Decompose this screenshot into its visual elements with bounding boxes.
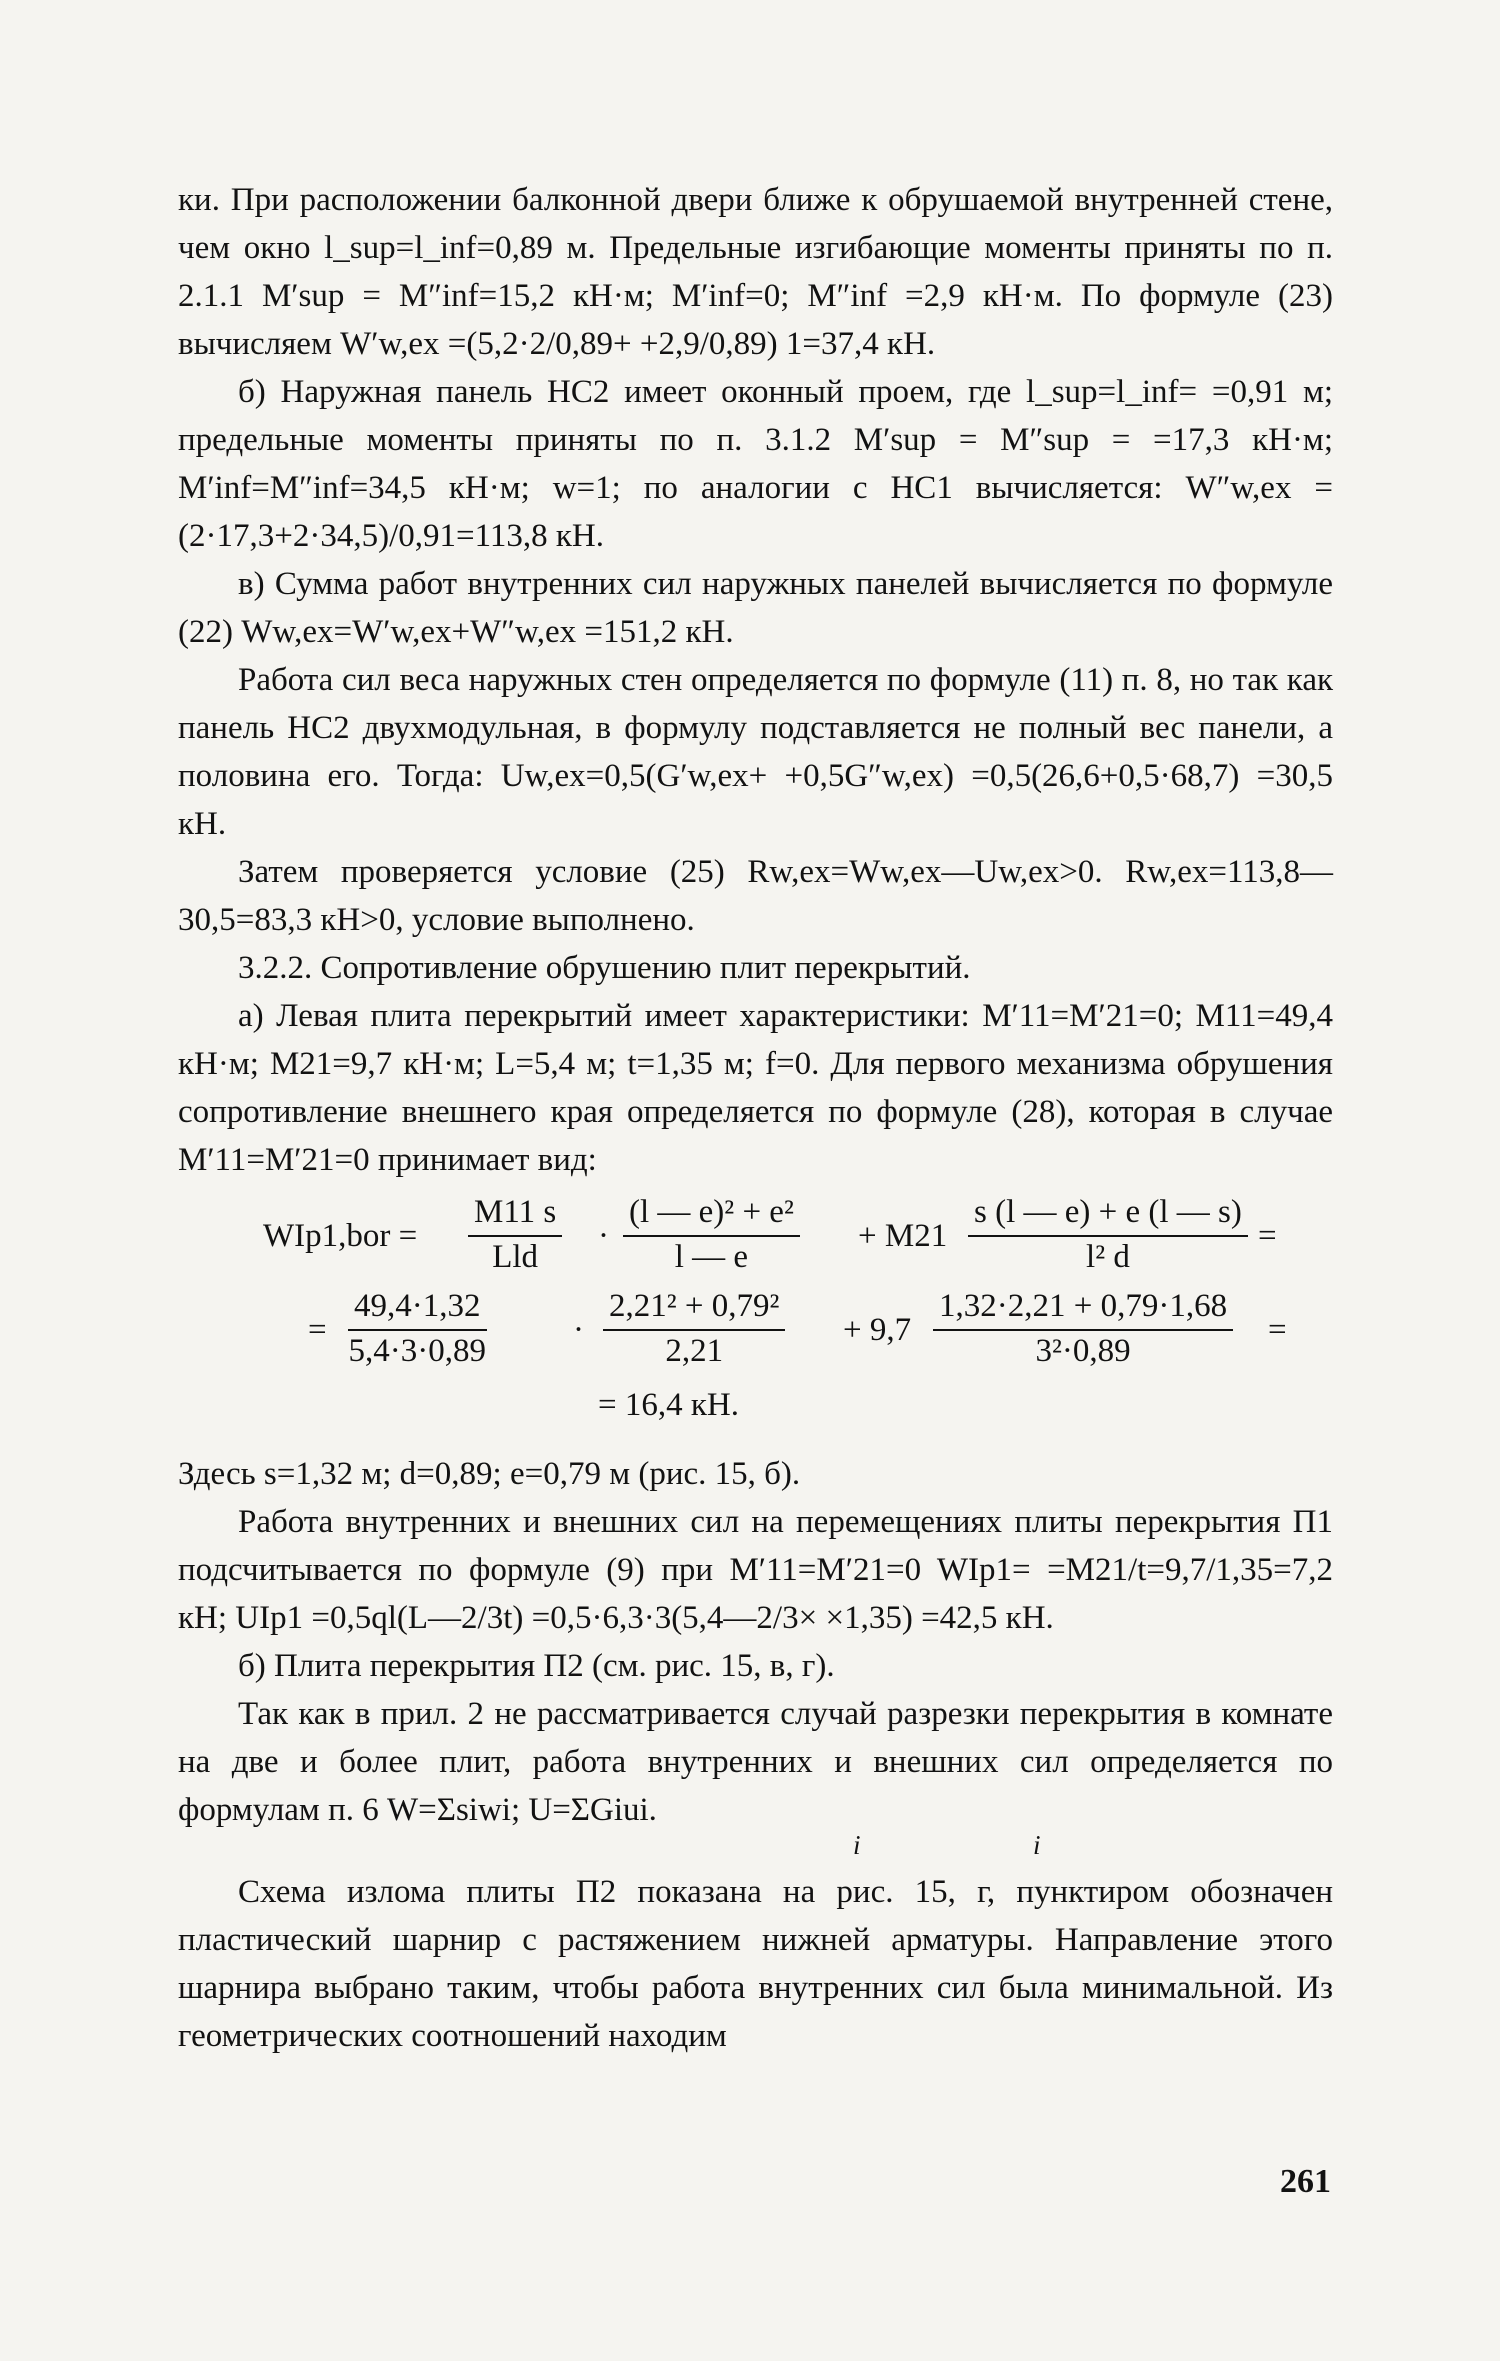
formula-lhs: WIp1,bor = [263, 1218, 418, 1254]
paragraph: в) Сумма работ внутренних сил наружных панелей вычисляется по формуле (22) Ww,ex=W′w,ex+W″w,ex =151,2 кН. [178, 566, 1333, 650]
sum-index: i [1033, 1830, 1041, 1860]
paragraph: Здесь s=1,32 м; d=0,89; e=0,79 м (рис. 15, б). [178, 1456, 801, 1492]
fraction: $\frac{1,32\cdot 2,21 + 0,79\cdot 1,68}{\text{3²·0,89}}$ [933, 1288, 1233, 1370]
fraction: $\frac{\text{(l — e)² + e²}}{l — e}$ [623, 1194, 800, 1276]
fraction: $\frac{\text{2,21² + 0,79²}}{2,21}$ [603, 1288, 785, 1370]
page-number: 261 [1280, 2163, 1331, 2200]
section-heading: 3.2.2. Сопротивление обрушению плит перекрытий. [238, 950, 971, 986]
paragraph: Так как в прил. 2 не рассматривается случай разрезки перекрытия в комнате на две и более плит, работа внутренних и внешних сил определяется по формулам п. 6 W=Σsiwi; U=ΣGiui. [178, 1696, 1333, 1828]
fraction: $\frac{49,4\cdot 1,32}{5,4\cdot 3\cdot 0,89}$ [348, 1288, 486, 1369]
page-body [178, 176, 1333, 2060]
sum-index-row [178, 1830, 1333, 1868]
paragraph: б) Наружная панель НС2 имеет оконный проем, где l_sup=l_inf= =0,91 м; предельные моменты приняты по п. 3.1.2 M′sup = M″sup = =17,3 кН·м; M′inf=M″inf=34,5 кН·м; w=1; по аналогии с НС1 вычисляется: W″w,ex = (2·17,3+2·34,5)/0,91=113,8 кН. [178, 374, 1333, 554]
paragraph: ки. При расположении балконной двери ближе к обрушаемой внутренней стене, чем окно l_sup=l_inf=0,89 м. Предельные изгибающие моменты приняты по п. 2.1.1 M′sup = M″inf=15,2 кН·м; M′inf=0; M″inf =2,9 кН·м. По формуле (23) вычисляем W′w,ex =(5,2·2/0,89+ +2,9/0,89) 1=37,4 кН. [178, 182, 1333, 362]
paragraph: Схема излома плиты П2 показана на рис. 15, г, пунктиром обозначен пластический шарнир с растяжением нижней арматуры. Направление этого шарнира выбрано таким, чтобы работа внутренних сил была минимальной. Из геометрических соотношений находим [178, 1874, 1333, 2054]
paragraph: Работа сил веса наружных стен определяется по формуле (11) п. 8, но так как панель НС2 двухмодульная, в формулу подставляется не полный вес панели, а половина его. Тогда: Uw,ex=0,5(G′w,ex+ +0,5G″w,ex) =0,5(26,6+0,5·68,7) =30,5 кН. [178, 662, 1333, 842]
fraction: M11 s Lld [468, 1194, 562, 1276]
paragraph: Работа внутренних и внешних сил на перемещениях плиты перекрытия П1 подсчитывается по формуле (9) при M′11=M′21=0 WIp1= =M21/t=9,7/1,35=7,2 кН; UIp1 =0,5ql(L—2/3t) =0,5·6,3·3(5,4—2/3× ×1,35) =42,5 кН. [178, 1504, 1333, 1636]
fraction: $\frac{s (l — e) + e (l — s)}{\text{l² d}}$ [968, 1194, 1248, 1276]
formula-result: = 16,4 кН. [598, 1387, 739, 1423]
paragraph: Затем проверяется условие (25) Rw,ex=Ww,ex—Uw,ex>0. Rw,ex=113,8—30,5=83,3 кН>0, условие выполнено. [178, 854, 1333, 938]
sum-index: i [853, 1830, 861, 1860]
formula-block: WIp1,bor = M11 s Lld · $\frac{\text{(l — e)² + e²}}{l — e}$ + M21 $\frac{s (l — e) + e (l — s)}{\text{l² d}}$ = = $\frac{49,4\cdot 1,32}{5,4\cdot 3\cdot 0,89}$ · $\frac{\text{2,21² + 0,79²}}{2,21}$ + 9,7 $\frac{1,32\cdot 2,21 + 0,79\cdot 1,68}{\text{3²·0,89}}$ = = 16,4 кН. [263, 1194, 1287, 1423]
paragraph: б) Плита перекрытия П2 (см. рис. 15, в, г). [238, 1648, 835, 1684]
paragraph: а) Левая плита перекрытий имеет характеристики: M′11=M′21=0; M11=49,4 кН·м; M21=9,7 кН·м; L=5,4 м; t=1,35 м; f=0. Для первого механизма обрушения сопротивление внешнего края определяется по формуле (28), которая в случае M′11=M′21=0 принимает вид: [178, 998, 1333, 1178]
